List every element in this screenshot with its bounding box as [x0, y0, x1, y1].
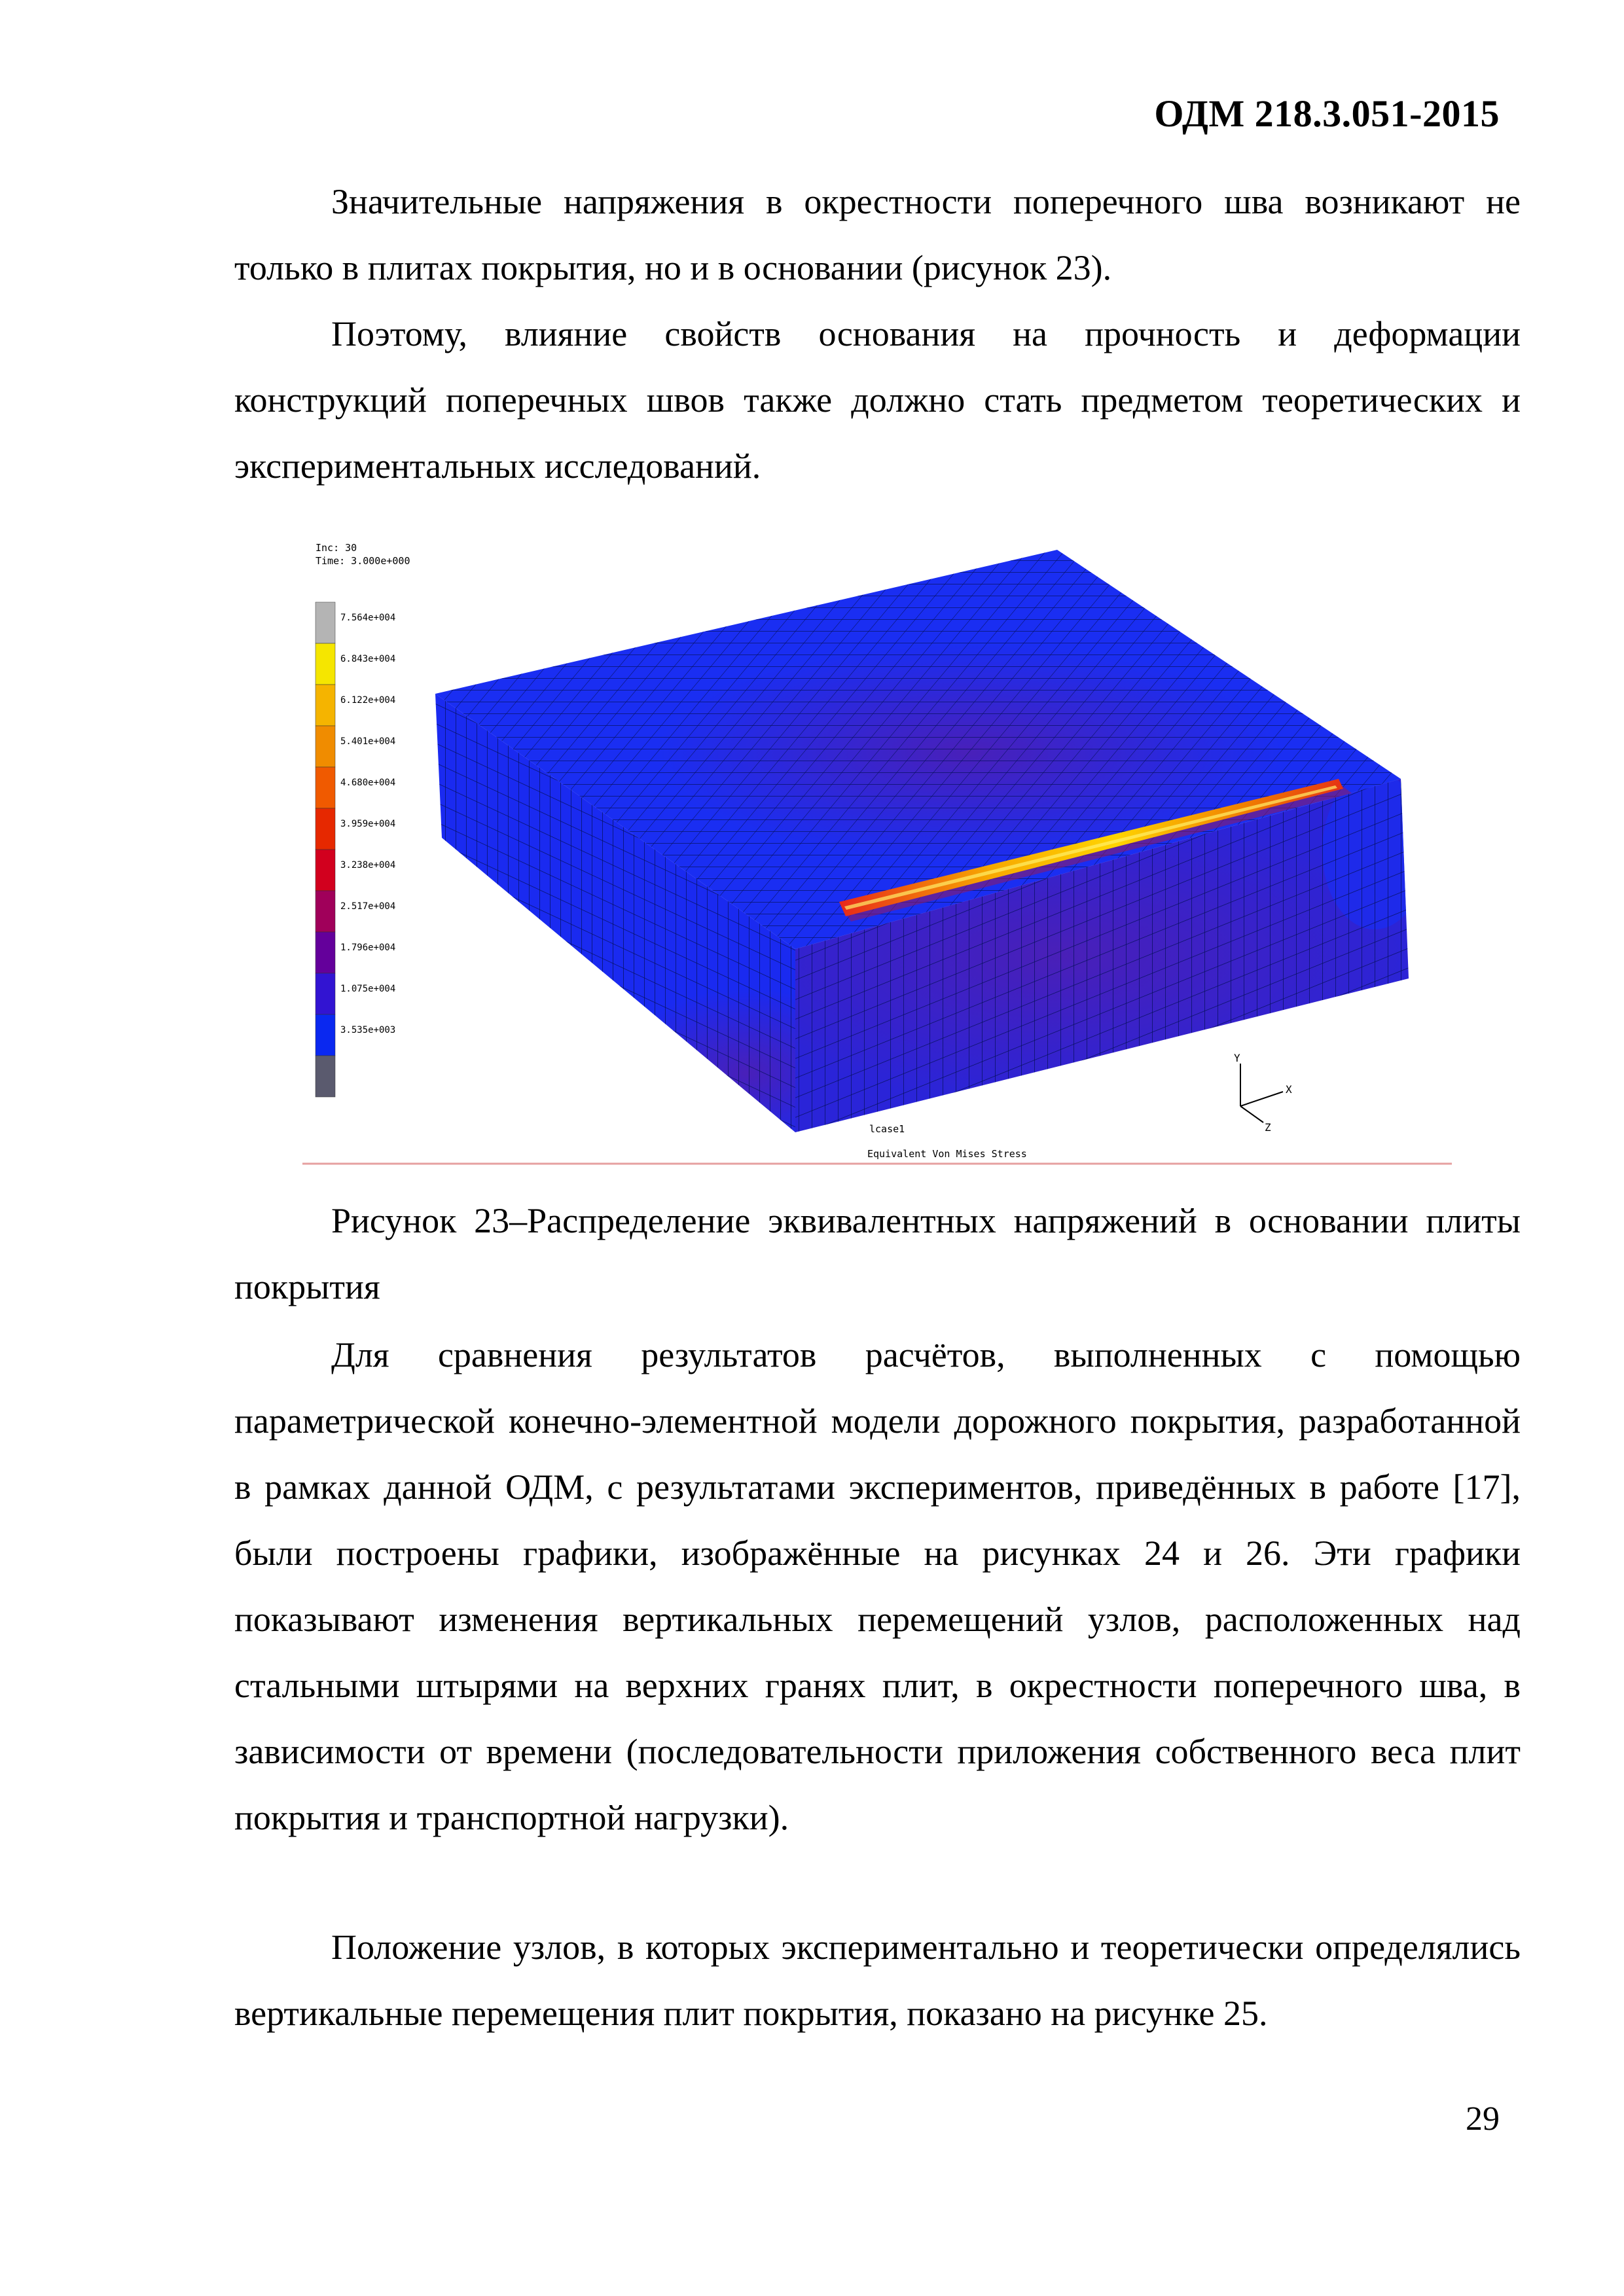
paragraph-2: Поэтому, влияние свойств основания на прочность и деформации конструкций поперечных швов также должно стать предметом теоретических и экспериментальных исследований. [234, 314, 1521, 486]
legend-label: 3.959e+004 [340, 819, 396, 829]
legend-swatch [316, 850, 335, 891]
figure-caption: Рисунок 23–Распределение эквивалентных напряжений в основании плиты покрытия [234, 1201, 1521, 1306]
paragraph-3: Для сравнения результатов расчётов, выполненных с помощью параметрической конечно-элементной модели дорожного покрытия, разработанной в рамках данной ОДМ, с результатами экспериментов, приведённых в работе [17], были построены графики, изображённые на рисунках 24 и 26. Эти графики показывают изменения вертикальных перемещений узлов, расположенных над стальными штырями на верхних гранях плит, в окрестности поперечного шва, в зависимости от времени (последовательности приложения собственного веса плит покрытия и транспортной нагрузки). [234, 1335, 1521, 1837]
document-code: ОДМ 218.3.051-2015 [1154, 92, 1500, 135]
paragraph-1: Значительные напряжения в окрестности поперечного шва возникают не только в плитах покрытия, но и в основании (рисунок 23). [234, 182, 1521, 287]
legend-label: 6.122e+004 [340, 695, 396, 706]
paragraph-4: Положение узлов, в которых экспериментально и теоретически определялись вертикальные перемещения плит покрытия, показано на рисунке 25. [234, 1928, 1521, 2033]
legend-label: 6.843e+004 [340, 654, 396, 664]
page-number: 29 [1466, 2100, 1500, 2138]
legend-label: 1.796e+004 [340, 942, 396, 953]
color-legend [316, 602, 395, 1097]
axis-y-label: Y [1234, 1052, 1240, 1064]
legend-swatch [316, 1014, 335, 1056]
legend-label: 5.401e+004 [340, 736, 396, 747]
inc-label: Inc: 30 [316, 542, 357, 554]
legend-swatch [316, 973, 335, 1014]
legend-label: 3.535e+003 [340, 1025, 396, 1035]
legend-swatch [316, 767, 335, 808]
legend-swatch [316, 602, 335, 643]
legend-label: 3.238e+004 [340, 860, 396, 870]
time-label: Time: 3.000e+000 [316, 555, 410, 567]
axis-z-label: Z [1265, 1121, 1271, 1134]
legend-label: 4.680e+004 [340, 778, 396, 788]
legend-swatch [316, 643, 335, 685]
legend-label: 1.075e+004 [340, 984, 396, 994]
fem-stress-figure [288, 537, 1460, 1165]
result-type-label: Equivalent Von Mises Stress [867, 1148, 1027, 1160]
legend-swatch [316, 891, 335, 932]
legend-label: 7.564e+004 [340, 613, 396, 623]
legend-label: 2.517e+004 [340, 901, 396, 912]
load-case-label: lcase1 [869, 1123, 905, 1135]
axis-triad [1240, 1064, 1283, 1122]
axis-x-label: X [1286, 1083, 1292, 1096]
legend-swatch [316, 932, 335, 973]
legend-swatch [316, 1056, 335, 1097]
legend-swatch [316, 726, 335, 767]
legend-swatch [316, 808, 335, 850]
legend-swatch [316, 685, 335, 726]
fem-plot [288, 537, 1460, 1165]
